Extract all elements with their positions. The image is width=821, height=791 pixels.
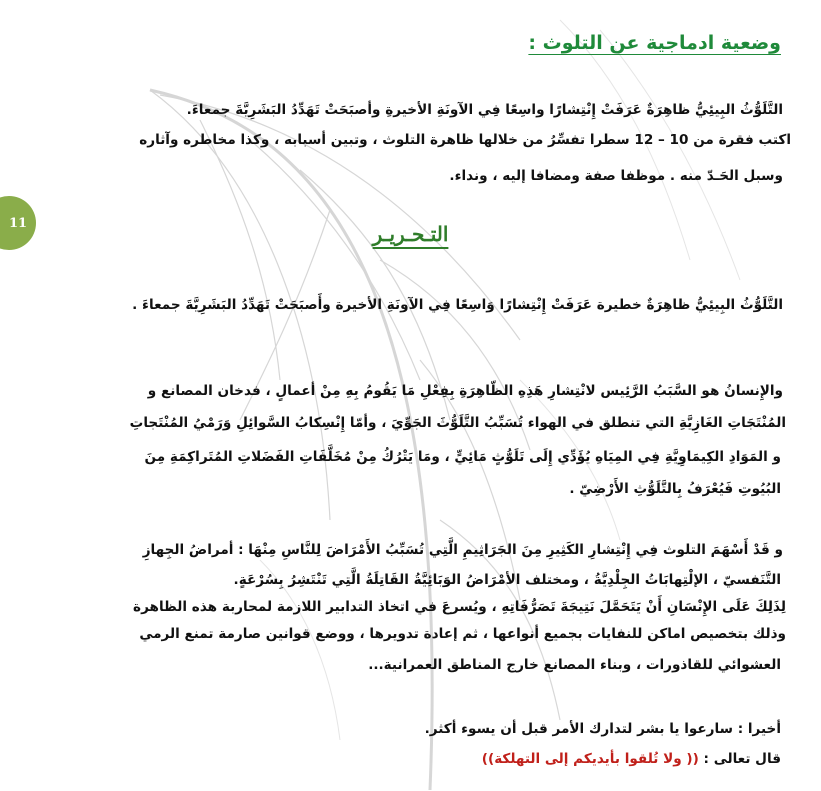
essay-paragraph-3-line-4: وذلك بتخصيص اماكن للنفايات بجميع أنواعها ، ثم إعادة تدويرها ، ووضع قوانين صارمة تمنع الرمي [139, 626, 786, 642]
worksheet-title: وضعية ادماجية عن التلوث : [528, 32, 781, 54]
prompt-line-3: وسبل الحَـدّ منه . موظفا صفة ومضافا إليه ، ونداء. [449, 168, 783, 184]
essay-paragraph-2-line-3: و المَوَادِ الكِيمَاوِيَّةِ فِي المِيَاهِ يُؤَدِّي إِلَى تَلَوُّثٍ مَائِيٍّ ، ومَا يَتْرُكُ مِنْ مُخَلَّفَاتِ الفَضَلاتِ المُتَراكِمَةِ مِنَ [144, 449, 781, 465]
essay-paragraph-3-line-1: و قَدْ أَسْهَمَ التلوث فِي إِنْتِشارِ الكَثِيرِ مِنَ الجَرَاثِيمِ الَّتِي تُسَبِّبُ الأَمْرَاضَ لِلنَّاسِ مِنْهَا : أمراضُ الجِهازِ [142, 542, 783, 558]
essay-paragraph-2-line-2: المُنْتَجَاتِ الغَازِيَّةِ التي تنطلق في الهواء تُسَبِّبُ التَّلَوُّثَ الجَوِّيَ ، وأمّا إِنْسِكابُ السَّوائِلِ وَرَمْيُ المُنْتَجاتِ [129, 415, 786, 431]
essay-paragraph-2-line-1: والإِنسانُ هو السَّبَبُ الرَّئِيس لانْتِشارِ هَذِهِ الظّاهِرَةِ بِفِعْلِ مَا يَقُومُ بِهِ مِنْ أعمالٍ ، فدخان المصانع و [147, 383, 783, 399]
quote-prefix: قال تعالى : [703, 751, 781, 767]
essay-paragraph-3-line-2: التَّنَفسيّ ، الإلْتِهابَاتُ الجِلْدِيَّةُ ، ومختلف الأمْرَاضُ الوَبَائِيَّةُ القَاتِلَةُ الَّتِي تَنْتَشِرُ بِسُرْعَةٍ. [233, 572, 781, 588]
section-heading: التـحـريـر [372, 222, 449, 246]
essay-paragraph-1: التَّلَوُّثُ البِيئِيُّ ظاهِرَةٌ خطيرة عَرَفَتْ إِنْتِشارًا وَاسِعًا فِي الآونَةِ الأخيرة وأَصبَحَتْ تَهَدِّدُ البَشَرِيَّةَ جمعاءَ . [132, 297, 783, 313]
page-number-badge: 11 [0, 196, 36, 250]
prompt-line-1: التَّلَوُّثُ البِيئِيُّ ظاهِرَةٌ عَرَفَتْ إِنْتِشارًا واسِعًا فِي الآونَةِ الأخيرةِ وأصبَحَتْ تَهَدِّدُ البَشَرِيَّةَ جمعاءَ. [186, 102, 783, 118]
prompt-line-2: اكتب فقرة من 10 – 12 سطرا تفسِّرُ من خلالها ظاهرة التلوث ، وتبين أسبابه ، وكذا مخاطره وآثاره [139, 132, 791, 148]
essay-paragraph-3-line-3: لِذَلِكَ عَلَى الإِنْسَانِ أَنْ يَتَحَمَّلَ نَتِيجَةَ تَصَرُّفَاتِهِ ، ويُسرعَ في اتخاذ التدابير اللازمة لمحاربة هذه الظاهرة [133, 599, 786, 615]
closing-line: أخيرا : سارعوا يا بشر لتدارك الأمر قبل أن يسوء أكثر. [424, 721, 781, 737]
essay-paragraph-2-line-4: البُيُوتِ فَيُعْرَفُ بِالتَّلَوُّثِ الأَرْضِيّ . [569, 481, 781, 497]
essay-paragraph-3-line-5: العشوائي للقاذورات ، وبناء المصانع خارج المناطق العمرانية... [368, 657, 781, 673]
quran-quote: (( ولا تُلقوا بأيديكم إلى التهلكة)) [481, 751, 699, 767]
quran-line [482, 749, 781, 770]
